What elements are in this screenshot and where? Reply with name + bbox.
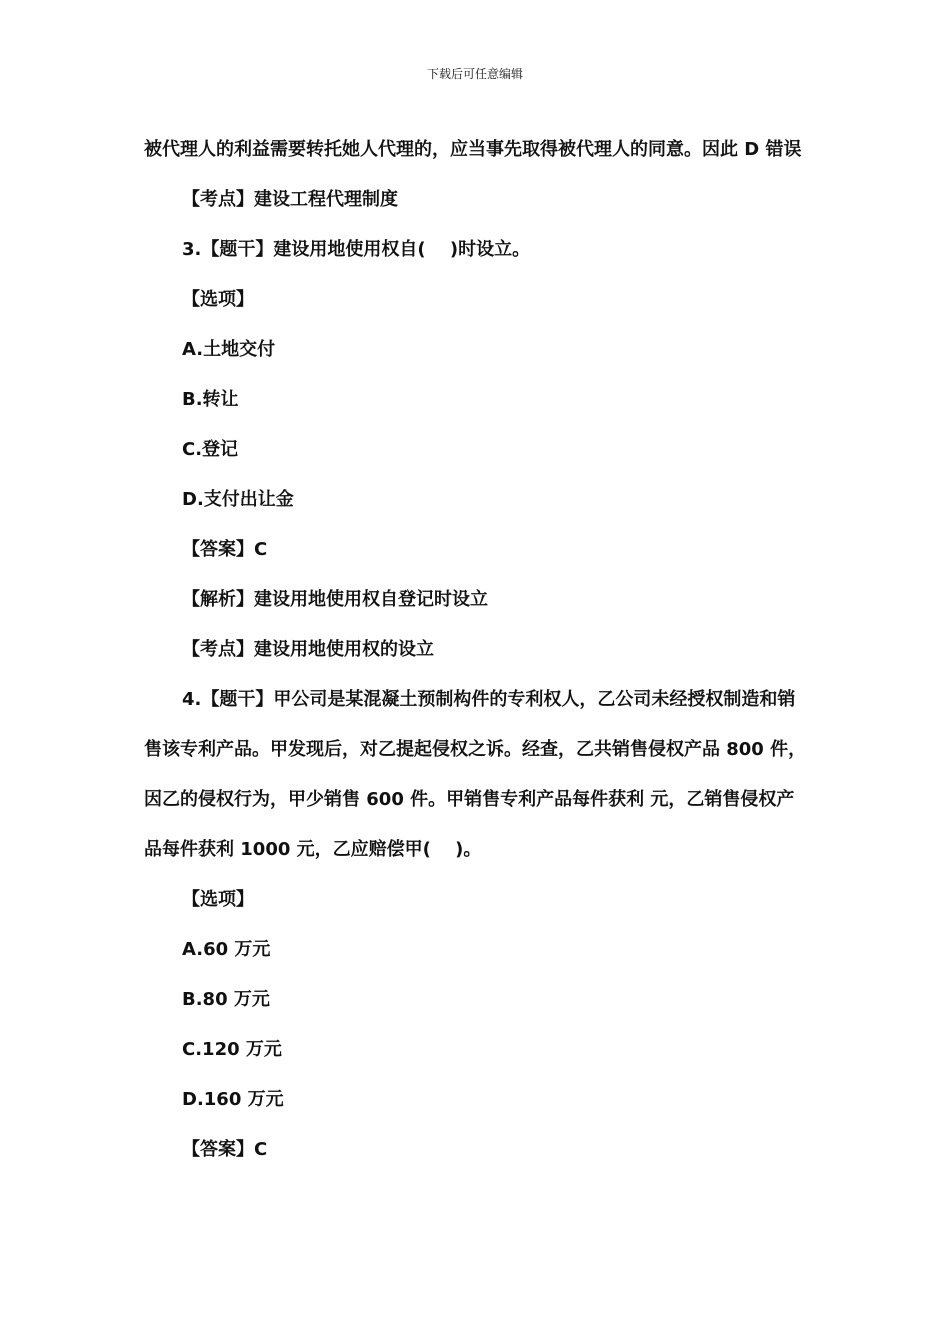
- paragraph-options-label-q4: 【选项】: [182, 889, 254, 910]
- paragraph-option-b-q3: B.转让: [182, 389, 239, 410]
- paragraph-analysis-q3: 【解析】建设用地使用权自登记时设立: [182, 589, 488, 610]
- paragraph-answer-q3: 【答案】C: [182, 539, 268, 560]
- paragraph-continuation: 被代理人的利益需要转托她人代理的，应当事先取得被代理人的同意。因此 D 错误: [144, 139, 802, 160]
- page-header: 下载后可任意编辑: [426, 67, 523, 81]
- paragraph-answer-q4: 【答案】C: [182, 1139, 268, 1160]
- paragraph-question-4: 4.【题干】甲公司是某混凝土预制构件的专利权人，乙公司未经授权制造和销售该专利产品。甲发现后，对乙提起侵权之诉。经查，乙共销售侵权产品 800 件，因乙的侵权行为，甲少销售 600 件。甲销售专利产品每件获利 元，乙销售侵权产品每件获利 1000 元，乙应赔偿甲( )。: [144, 689, 807, 860]
- paragraph-option-c-q3: C.登记: [182, 439, 239, 460]
- paragraph-question-3: 3.【题干】建设用地使用权自( )时设立。: [182, 239, 531, 260]
- paragraph-option-a-q4: A.60 万元: [182, 939, 271, 960]
- paragraph-option-c-q4: C.120 万元: [182, 1039, 282, 1060]
- paragraph-option-d-q4: D.160 万元: [182, 1089, 284, 1110]
- paragraph-option-d-q3: D.支付出让金: [182, 489, 294, 510]
- paragraph-kaodian-q2: 【考点】建设工程代理制度: [182, 189, 398, 210]
- paragraph-option-b-q4: B.80 万元: [182, 989, 270, 1010]
- paragraph-options-label-q3: 【选项】: [182, 289, 254, 310]
- document-body: [144, 125, 812, 1175]
- paragraph-kaodian-q3: 【考点】建设用地使用权的设立: [182, 639, 434, 660]
- paragraph-option-a-q3: A.土地交付: [182, 339, 276, 360]
